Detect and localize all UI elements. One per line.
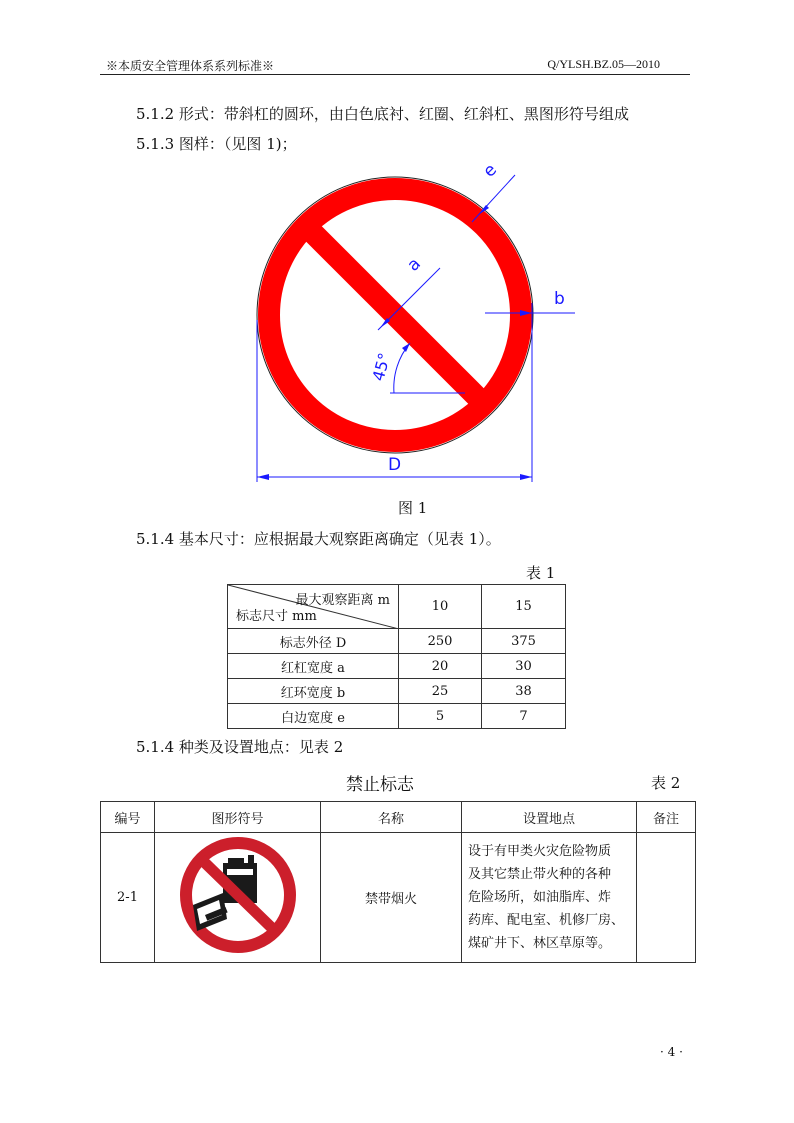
table-row: [228, 704, 566, 729]
header-left: ※本质安全管理体系系列标准※: [106, 59, 275, 73]
para-5-1-4-types: 5.1.4 种类及设置地点：见表 2: [136, 738, 344, 756]
corner-top-label: 最大观察距离 m: [295, 593, 390, 608]
row-value: 30: [482, 654, 566, 679]
dim-D-arrow-right: [520, 474, 532, 480]
label-a: a: [403, 254, 425, 276]
figure-caption: 图 1: [398, 499, 428, 517]
row-name: 白边宽度 e: [228, 704, 399, 729]
page-number: · 4 ·: [660, 1045, 683, 1059]
table-1: [227, 584, 566, 729]
sign-number: 2-1: [101, 833, 155, 963]
label-e: e: [479, 160, 501, 182]
page-header: [100, 55, 690, 75]
location-line: 及其它禁止带火种的各种: [468, 867, 612, 882]
table1-col-header: 15: [482, 585, 566, 629]
location-line: 煤矿井下、林区草原等。: [468, 936, 612, 951]
table1-label: 表 1: [526, 564, 556, 582]
label-angle: 45°: [368, 350, 395, 384]
para-5-1-3: 5.1.3 图样：（见图 1)；: [136, 135, 297, 153]
table-row: [228, 654, 566, 679]
header-right: Q/YLSH.BZ.05—2010: [547, 57, 660, 71]
table2-title: 禁止标志: [346, 775, 414, 795]
sign-image-cell: [155, 833, 321, 963]
row-name: 标志外径 D: [228, 629, 399, 654]
table-row: [101, 833, 696, 963]
row-name: 红环宽度 b: [228, 679, 399, 704]
table-2: [100, 801, 696, 963]
row-value: 20: [399, 654, 482, 679]
angle-arrow: [402, 343, 410, 352]
location-line: 设于有甲类火灾危险物质: [468, 844, 612, 859]
table-row: [228, 629, 566, 654]
prohibition-sign-diagram: [240, 160, 590, 490]
table2-header: 备注: [637, 802, 696, 833]
row-value: 7: [482, 704, 566, 729]
para-5-1-4: 5.1.4 基本尺寸：应根据最大观察距离确定（见表 1）。: [136, 530, 501, 548]
row-value: 250: [399, 629, 482, 654]
location-line: 药库、配电室、机修厂房、: [468, 913, 625, 928]
dim-e-line: [472, 175, 515, 222]
row-value: 38: [482, 679, 566, 704]
location-line: 危险场所，如油脂库、炸: [468, 890, 612, 905]
table-row: [228, 679, 566, 704]
table2-header: 图形符号: [155, 802, 321, 833]
dim-D-arrow-left: [257, 474, 269, 480]
row-name: 红杠宽度 a: [228, 654, 399, 679]
table2-label: 表 2: [651, 774, 681, 792]
corner-bottom-label: 标志尺寸 mm: [236, 609, 317, 624]
row-value: 5: [399, 704, 482, 729]
sign-name: 禁带烟火: [321, 833, 462, 963]
row-value: 25: [399, 679, 482, 704]
no-smoking-fire-sign-icon: [155, 833, 320, 958]
label-b: b: [554, 289, 565, 309]
table1-col-header: 10: [399, 585, 482, 629]
sign-remark: [637, 833, 696, 963]
para-5-1-2: 5.1.2 形式：带斜杠的圆环，由白色底衬、红圈、红斜杠、黑图形符号组成: [136, 105, 629, 123]
angle-arc: [394, 343, 410, 393]
table2-header: 名称: [321, 802, 462, 833]
table2-header: 编号: [101, 802, 155, 833]
sign-location: [462, 833, 637, 963]
table2-header: 设置地点: [462, 802, 637, 833]
row-value: 375: [482, 629, 566, 654]
label-D: D: [388, 455, 402, 475]
table1-corner-cell: [228, 585, 399, 629]
